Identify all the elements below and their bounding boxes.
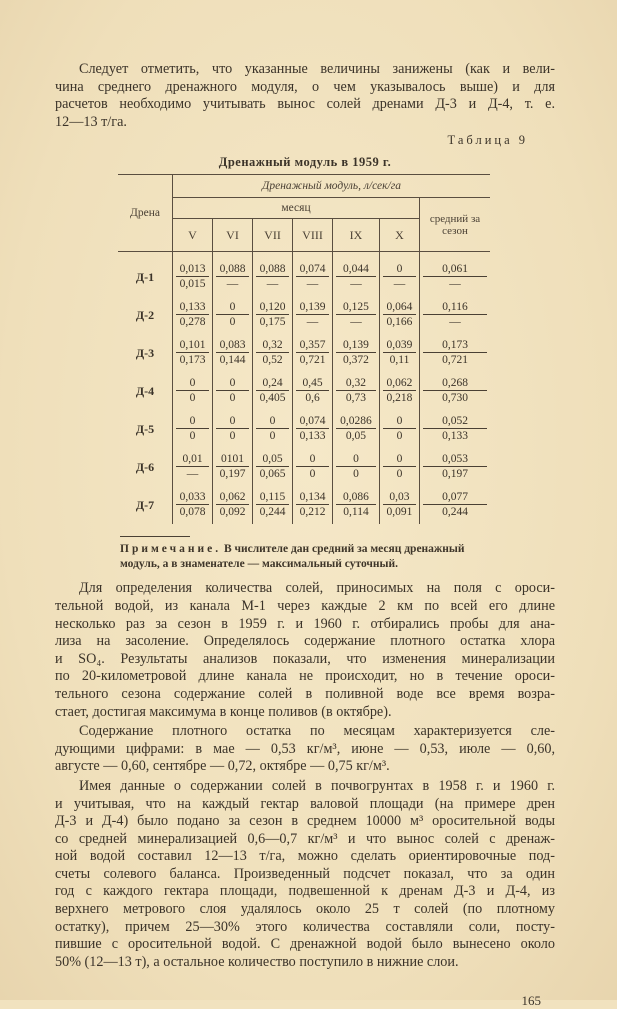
month-header-cell: VI	[213, 219, 253, 252]
note-text: В числителе дан средний за месяц дренажный модуль, а в знаменателе — максимальный суточный.	[120, 543, 465, 571]
mean-value: 0,03	[383, 489, 416, 505]
month-value-cell	[173, 334, 213, 372]
mean-value: 0,062	[383, 375, 416, 391]
month-value-cell	[253, 296, 293, 334]
season-average-cell	[420, 296, 491, 334]
max-daily-value: —	[393, 278, 406, 291]
max-daily-value: 0	[189, 392, 196, 405]
month-value-cell	[293, 334, 333, 372]
max-daily-value: 0	[269, 430, 276, 443]
max-daily-value: 0,73	[345, 392, 367, 405]
mean-value: 0,062	[216, 489, 249, 505]
max-daily-value: 0,405	[259, 392, 286, 405]
month-value-cell	[293, 252, 333, 297]
max-daily-value: —	[449, 278, 461, 291]
drena-name: Д-7	[135, 497, 155, 512]
max-daily-value: 0,197	[442, 468, 468, 481]
max-daily-value: 0,721	[442, 354, 468, 367]
text-line: по 20-километровой длине канала не происходит, но в течение ороси-	[55, 668, 555, 685]
max-daily-value: —	[306, 316, 319, 329]
text-line: Следует отметить, что указанные величины занижены (как и вели-	[79, 61, 555, 77]
mean-value: 0,044	[336, 261, 376, 277]
table-row	[118, 296, 490, 334]
season-average-cell	[420, 410, 491, 448]
text-line: со средней минерализацией 0,6—0,7 кг/м³ и что вынос солей с дренаж-	[55, 830, 555, 847]
col-drena: Дрена	[118, 175, 173, 252]
month-value-cell	[173, 252, 213, 297]
month-value-cell	[379, 486, 419, 524]
month-value-cell	[213, 296, 253, 334]
table-row	[118, 448, 490, 486]
month-header: месяц	[173, 198, 420, 219]
mean-value: 0	[216, 413, 249, 429]
max-daily-value: —	[186, 468, 199, 481]
max-daily-value: 0	[309, 468, 316, 481]
intro-paragraph	[55, 61, 555, 131]
month-value-cell	[293, 410, 333, 448]
max-daily-value: 0,212	[299, 506, 326, 519]
mean-value: 0,101	[176, 337, 209, 353]
mean-value: 0,116	[423, 299, 487, 315]
max-daily-value: 0,244	[259, 506, 286, 519]
mean-value: 0	[216, 375, 249, 391]
month-value-cell	[333, 334, 380, 372]
month-value-cell	[333, 372, 380, 410]
mean-value: 0,133	[176, 299, 209, 315]
season-average-cell	[420, 252, 491, 297]
mean-value: 0	[216, 299, 249, 315]
mean-value: 0,052	[423, 413, 487, 429]
month-value-cell	[333, 448, 380, 486]
month-value-cell	[173, 410, 213, 448]
month-header-cell: VIII	[293, 219, 333, 252]
month-value-cell	[333, 410, 380, 448]
group-header: Дренажный модуль, л/сек/га	[173, 175, 491, 198]
max-daily-value: 0,05	[345, 430, 367, 443]
month-header-cell: V	[173, 219, 213, 252]
avg-header: средний за сезон	[420, 198, 491, 252]
mean-value: 0,0286	[336, 413, 376, 429]
text-line: лиза на засоление. Определялось содержание плотного остатка хлора	[55, 633, 555, 650]
month-value-cell	[333, 296, 380, 334]
month-value-cell	[379, 296, 419, 334]
max-daily-value: 0,197	[219, 468, 246, 481]
text-line: счеты солевого баланса. Произведенный подсчет показал, что за один	[55, 865, 555, 882]
table-row	[118, 486, 490, 524]
mean-value: 0,086	[336, 489, 376, 505]
text-line: Для определения количества солей, приносимых на поля с ороси-	[79, 580, 555, 597]
text-line: Имея данные о содержании солей в почвогрунтах в 1958 г. и 1960 г.	[79, 777, 555, 794]
mean-value: 0,088	[216, 261, 249, 277]
max-daily-value: 0	[396, 430, 403, 443]
max-daily-value: 0,278	[179, 316, 206, 329]
text-line: несколько раз за сезон в 1959 г. и 1960 г. отбирались пробы для ана-	[55, 615, 555, 632]
mean-value: 0,074	[296, 413, 329, 429]
month-value-cell	[213, 252, 253, 297]
mean-value: 0,033	[176, 489, 209, 505]
mean-value: 0,077	[423, 489, 487, 505]
month-value-cell	[253, 252, 293, 297]
text-line: чина среднего дренажного модуля, о чем указывалось выше) и для	[55, 78, 555, 95]
max-daily-value: 0,175	[259, 316, 286, 329]
drena-name: Д-1	[135, 269, 155, 284]
mean-value: 0	[176, 413, 209, 429]
max-daily-value: 0,133	[442, 430, 468, 443]
mean-value: 0,05	[256, 451, 289, 467]
mean-value: 0	[256, 413, 289, 429]
month-value-cell	[333, 252, 380, 297]
drena-name: Д-6	[135, 459, 155, 474]
max-daily-value: 0,092	[219, 506, 246, 519]
text-line: дующими цифрами: в мае — 0,53 кг/м³, июне — 0,53, июле — 0,60,	[55, 740, 555, 757]
drena-name: Д-2	[135, 307, 155, 322]
drainage-module-table	[118, 174, 490, 524]
month-value-cell	[379, 448, 419, 486]
max-daily-value: 0	[189, 430, 196, 443]
month-value-cell	[253, 334, 293, 372]
paragraph-3	[55, 778, 555, 972]
mean-value: 0	[296, 451, 329, 467]
table-note	[120, 542, 492, 572]
max-daily-value: 0	[229, 392, 236, 405]
month-value-cell	[213, 448, 253, 486]
max-daily-value: —	[449, 316, 461, 329]
table-caption: Таблица 9	[447, 133, 528, 148]
mean-value: 0,45	[296, 375, 329, 391]
max-daily-value: 0,372	[343, 354, 369, 367]
max-daily-value: 0	[396, 468, 403, 481]
text-line: остатку), причем 25—30% этого количества составляли соли, посту-	[55, 918, 555, 935]
max-daily-value: —	[350, 316, 362, 329]
month-value-cell	[173, 486, 213, 524]
mean-value: 0,32	[256, 337, 289, 353]
max-daily-value: 0,078	[179, 506, 206, 519]
season-average-cell	[420, 486, 491, 524]
max-daily-value: 0,166	[386, 316, 413, 329]
month-value-cell	[379, 252, 419, 297]
month-value-cell	[293, 372, 333, 410]
max-daily-value: 0	[229, 430, 236, 443]
table-title: Дренажный модуль в 1959 г.	[218, 155, 392, 170]
month-value-cell	[253, 448, 293, 486]
mean-value: 0,01	[176, 451, 209, 467]
table-row	[118, 372, 490, 410]
mean-value: 0	[383, 413, 416, 429]
paragraph-2	[55, 723, 555, 776]
drena-name: Д-3	[135, 345, 155, 360]
month-value-cell	[253, 410, 293, 448]
mean-value: 0	[336, 451, 376, 467]
season-average-cell	[420, 334, 491, 372]
mean-value: 0,053	[423, 451, 487, 467]
mean-value: 0,32	[336, 375, 376, 391]
mean-value: 0	[176, 375, 209, 391]
month-value-cell	[293, 296, 333, 334]
mean-value: 0	[383, 451, 416, 467]
max-daily-value: —	[266, 278, 279, 291]
max-daily-value: 0,11	[389, 354, 410, 367]
mean-value: 0,039	[383, 337, 416, 353]
text-line: тельного сезона содержание солей в поливной воде все время возра-	[55, 685, 555, 702]
month-header-cell: X	[379, 219, 419, 252]
max-daily-value: 0,721	[299, 354, 326, 367]
max-daily-value: 0,52	[262, 354, 283, 367]
text-line: тельной водой, из канала М-1 через каждые 2 км по всей его длине	[55, 597, 555, 614]
month-value-cell	[333, 486, 380, 524]
month-value-cell	[253, 372, 293, 410]
mean-value: 0,134	[296, 489, 329, 505]
max-daily-value: 0,091	[386, 506, 413, 519]
season-average-cell	[420, 448, 491, 486]
month-value-cell	[293, 486, 333, 524]
max-daily-value: 0,144	[219, 354, 246, 367]
month-value-cell	[173, 296, 213, 334]
mean-value: 0,139	[296, 299, 329, 315]
mean-value: 0,064	[383, 299, 416, 315]
mean-value: 0,074	[296, 261, 329, 277]
text-line: расчетов необходимо учитывать вынос солей дренами Д-3 и Д-4, т. е.	[55, 96, 555, 113]
max-daily-value: 0,065	[259, 468, 286, 481]
page-content	[55, 61, 555, 1009]
month-header-cell: IX	[333, 219, 380, 252]
month-value-cell	[213, 486, 253, 524]
page-number: 165	[521, 993, 541, 1009]
month-value-cell	[379, 372, 419, 410]
mean-value: 0,268	[423, 375, 487, 391]
season-average-cell	[420, 372, 491, 410]
mean-value: 0,061	[423, 261, 487, 277]
table-row	[118, 252, 490, 297]
month-header-cell: VII	[253, 219, 293, 252]
month-value-cell	[173, 448, 213, 486]
mean-value: 0,139	[336, 337, 376, 353]
table-row	[118, 410, 490, 448]
max-daily-value: 0,114	[343, 506, 369, 519]
month-value-cell	[253, 486, 293, 524]
text-line: год с каждого гектара площади, подвешенной к дренам Д-3 и Д-4, из	[55, 883, 555, 900]
mean-value: 0,120	[256, 299, 289, 315]
text-line: стает, достигая максимума в конце поливов (в октябре).	[55, 703, 392, 720]
max-daily-value: 0	[353, 468, 359, 481]
month-value-cell	[213, 410, 253, 448]
max-daily-value: —	[350, 278, 362, 291]
max-daily-value: 0,6	[305, 392, 320, 405]
max-daily-value: 0,173	[179, 354, 206, 367]
mean-value: 0,125	[336, 299, 376, 315]
month-value-cell	[293, 448, 333, 486]
mean-value: 0,173	[423, 337, 487, 353]
text-line: и SO₄. Результаты анализов показали, что изменения минерализации	[55, 650, 555, 667]
mean-value: 0101	[216, 451, 249, 467]
month-value-cell	[213, 372, 253, 410]
text-line: пившие с оросительной водой. С дренажной водой было вынесено около	[55, 936, 555, 953]
mean-value: 0,083	[216, 337, 249, 353]
paragraph-1	[55, 580, 555, 721]
table-row	[118, 334, 490, 372]
month-value-cell	[379, 410, 419, 448]
month-value-cell	[173, 372, 213, 410]
text-line: верхнего метрового слоя удалялось около 25 т солей (по плотному	[55, 901, 555, 918]
max-daily-value: —	[306, 278, 319, 291]
mean-value: 0,013	[176, 261, 209, 277]
max-daily-value: 0,015	[179, 278, 206, 291]
text-line: августе — 0,60, сентябре — 0,72, октябре — 0,75 кг/м³.	[55, 758, 390, 775]
mean-value: 0,24	[256, 375, 289, 391]
text-line: 50% (12—13 т), а остальное количество поступило в нижние слои.	[55, 953, 459, 970]
drena-name: Д-4	[135, 383, 155, 398]
text-line: и учитывая, что на каждый гектар валовой площади (на примере дрен	[55, 795, 555, 812]
drena-name: Д-5	[135, 421, 155, 436]
mean-value: 0,115	[256, 489, 289, 505]
text-line: Содержание плотного остатка по месяцам характеризуется сле-	[79, 723, 555, 740]
month-value-cell	[379, 334, 419, 372]
mean-value: 0	[383, 261, 416, 277]
month-value-cell	[213, 334, 253, 372]
note-label: Примечание.	[120, 543, 222, 556]
max-daily-value: 0,244	[442, 506, 468, 519]
text-line: 12—13 т/га.	[55, 113, 127, 130]
max-daily-value: 0,218	[386, 392, 413, 405]
max-daily-value: 0	[229, 316, 236, 329]
max-daily-value: —	[226, 278, 239, 291]
mean-value: 0,357	[296, 337, 329, 353]
text-line: Д-3 и Д-4) было подано за сезон в среднем 10000 м³ оросительной воды	[55, 813, 555, 830]
text-line: ной водой составил 12—13 т/га, можно сделать ориентировочные под-	[55, 848, 555, 865]
max-daily-value: 0,133	[299, 430, 326, 443]
mean-value: 0,088	[256, 261, 289, 277]
max-daily-value: 0,730	[442, 392, 468, 405]
